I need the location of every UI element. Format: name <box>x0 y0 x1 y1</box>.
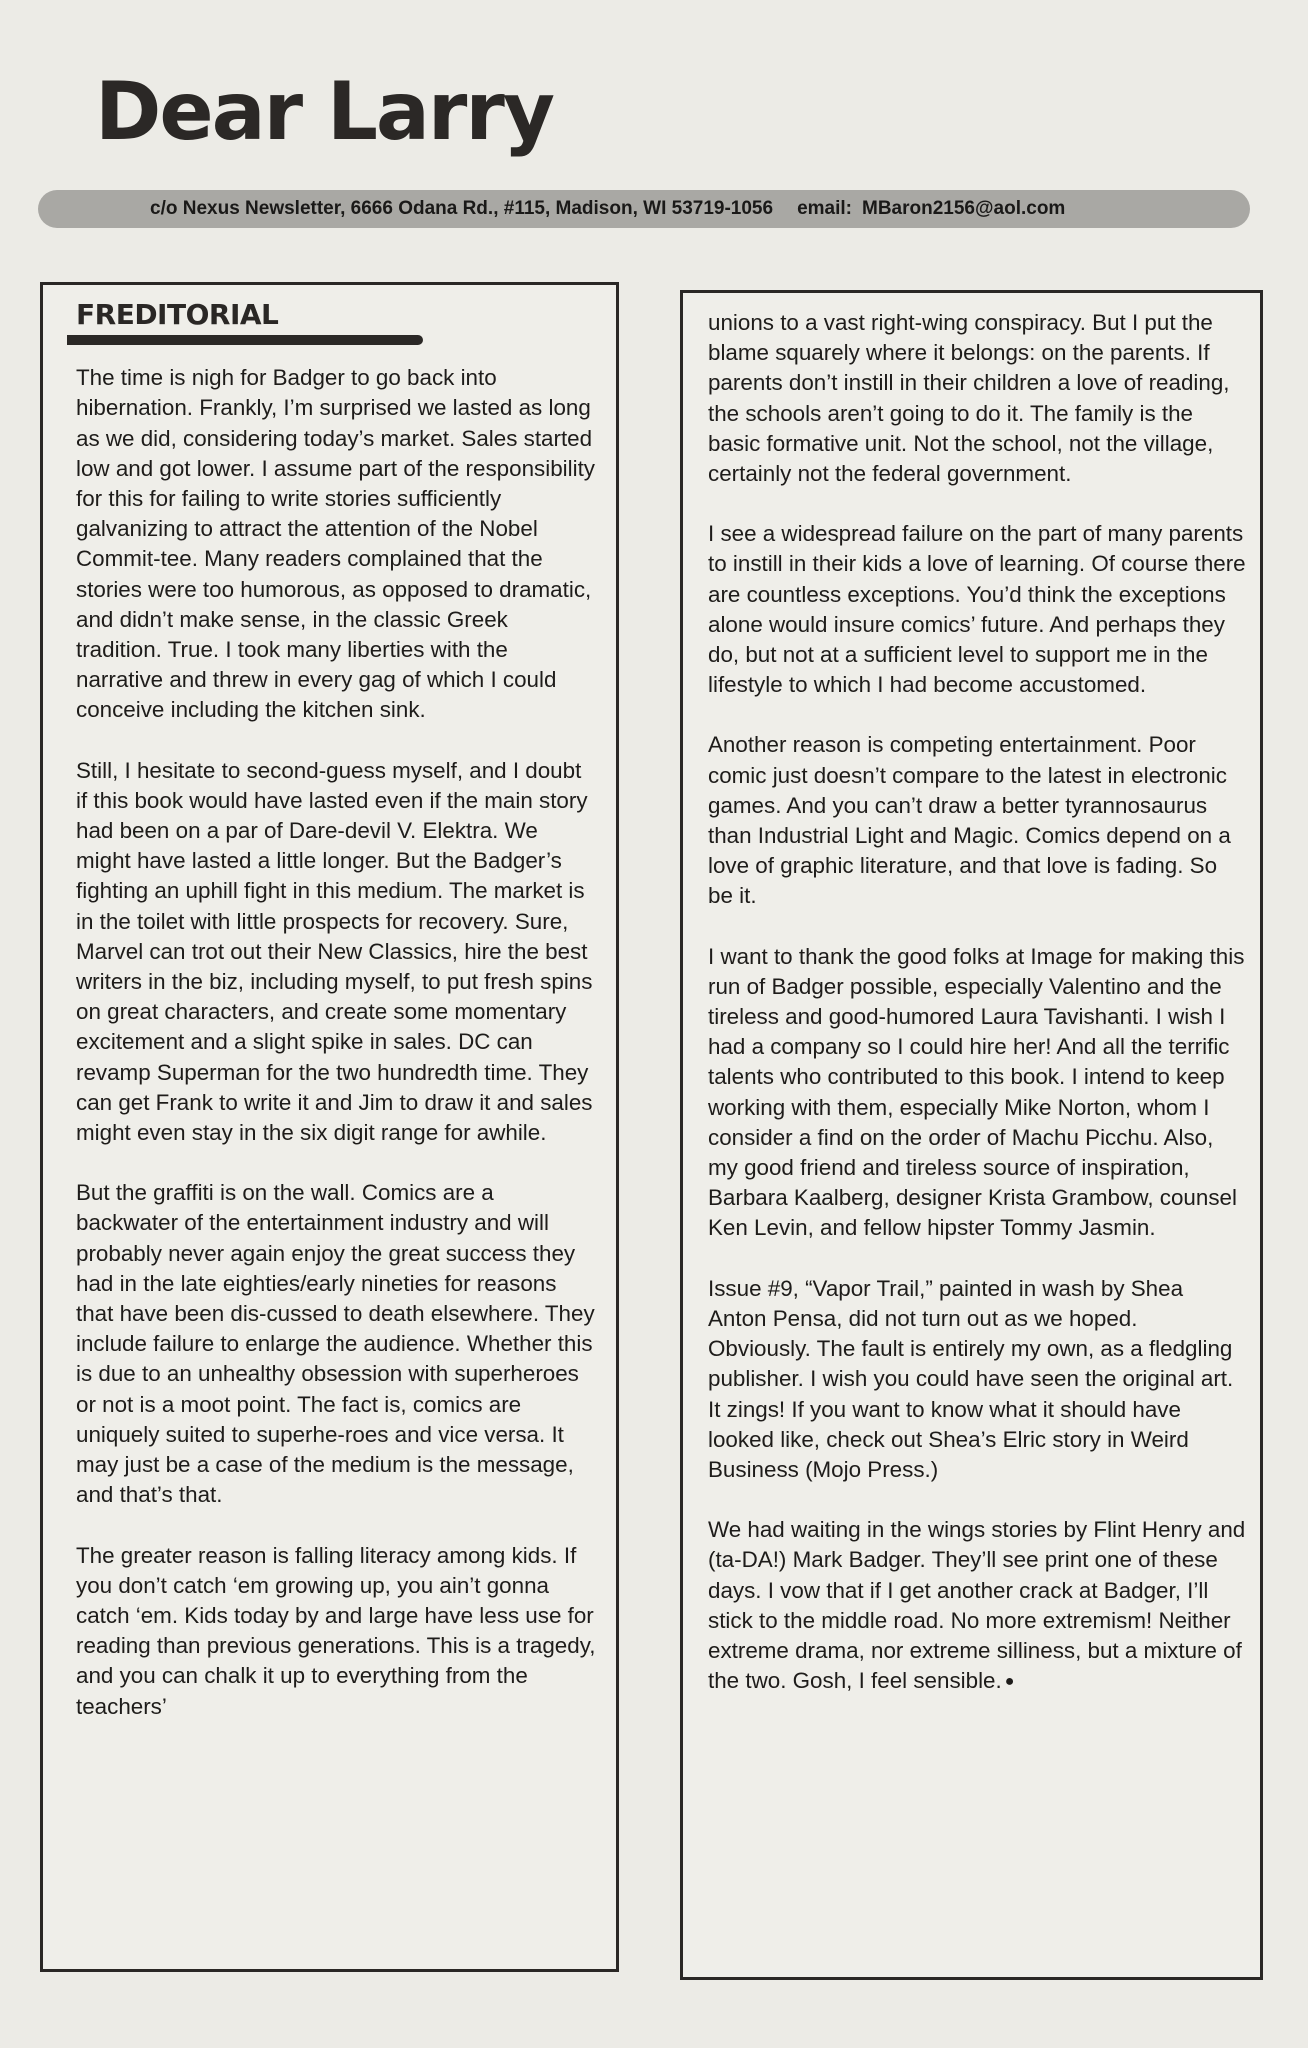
right-column <box>680 290 1263 1980</box>
email-label: email: <box>797 198 852 219</box>
email-address[interactable]: MBaron2156@aol.com <box>862 198 1066 219</box>
page-title: Dear Larry <box>95 65 553 158</box>
paragraph: The greater reason is falling literacy among kids. If you don’t catch ‘em growing up, you ain’t gonna catch ‘em. Kids today by and large have less use for reading than previous generations. This is a tragedy, and you can chalk it up to everything from the teachers’ <box>76 1542 596 1719</box>
paragraph-final <box>708 1515 1246 1697</box>
paragraph: Issue #9, “Vapor Trail,” painted in wash by Shea Anton Pensa, did not turn out as we hoped. Obviously. The fault is entirely my own, as a fledgling publisher. I wish you could have seen the original art. It zings! If you want to know what it should have looked like, check out Shea’s Elric story in Weird Business (Mojo Press.) <box>708 1275 1234 1482</box>
left-column <box>40 282 619 1972</box>
section-heading: FREDITORIAL <box>76 298 279 331</box>
paragraph: Another reason is competing entertainment. Poor comic just doesn’t compare to the latest in electronic games. And you can’t draw a better tyrannosaurus than Industrial Light and Magic. Comics depend on a love of graphic literature, and that love is fading. So be it. <box>708 732 1231 909</box>
address-bar <box>38 190 1250 228</box>
paragraph: But the graffiti is on the wall. Comics are a backwater of the entertainment industry and will probably never again enjoy the great success they had in the late eighties/early nineties for reasons that have been dis-cussed to death elsewhere. They include failure to enlarge the audience. Whether this is due to an unhealthy obsession with superheroes or not is a moot point. The fact is, comics are uniquely suited to superhe-roes and vice versa. It may just be a case of the medium is the message, and that’s that. <box>76 1180 595 1508</box>
paragraph: unions to a vast right-wing conspiracy. But I put the blame squarely where it belongs: on the parents. If parents don’t instill in their children a love of reading, the schools aren’t going to do it. The family is the basic formative unit. Not the school, not the village, certainly not the federal government. <box>708 310 1230 487</box>
heading-underline <box>67 335 423 345</box>
left-column-body <box>43 345 616 1722</box>
paragraph: I want to thank the good folks at Image for making this run of Badger possible, especially Valentino and the tireless and good-humored Laura Tavishanti. I wish I had a company so I could hire her! And all the terrific talents who contributed to this book. I intend to keep working with them, especially Mike Norton, whom I consider a find on the order of Machu Picchu. Also, my good friend and tireless source of inspiration, Barbara Kaalberg, designer Krista Grambow, counsel Ken Levin, and fellow hipster Tommy Jasmin. <box>708 943 1245 1241</box>
paragraph: Still, I hesitate to second-guess myself, and I doubt if this book would have lasted even if the main story had been on a par of Dare-devil V. Elektra. We might have lasted a little longer. But the Badger’s fighting an uphill fight in this medium. The market is in the toilet with little prospects for recovery. Sure, Marvel can trot out their New Classics, hire the best writers in the biz, including myself, to put fresh spins on great characters, and create some momentary excitement and a slight spike in sales. DC can revamp Superman for the two hundredth time. They can get Frank to write it and Jim to draw it and sales might even stay in the six digit range for awhile. <box>76 757 593 1146</box>
final-paragraph-text: We had waiting in the wings stories by Flint Henry and (ta-DA!) Mark Badger. They’ll see print one of these days. I vow that if I get another crack at Badger, I’ll stick to the middle road. No more extremism! Neither extreme drama, nor extreme silliness, but a mixture of the two. Gosh, I feel sensible. <box>708 1517 1246 1694</box>
mailing-address: c/o Nexus Newsletter, 6666 Odana Rd., #115, Madison, WI 53719-1056 <box>150 198 774 219</box>
end-mark-icon: ● <box>1004 1673 1015 1691</box>
paragraph: I see a widespread failure on the part of many parents to instill in their kids a love of learning. Of course there are countless exceptions. You’d think the exceptions alone would insure comics’ future. And perhaps they do, but not at a sufficient level to support me in the lifestyle to which I had become accustomed. <box>708 521 1246 698</box>
paragraph: The time is nigh for Badger to go back into hibernation. Frankly, I’m surprised we lasted as long as we did, considering today’s market. Sales started low and got lower. I assume part of the responsibility for this for failing to write stories sufficiently galvanizing to attract the attention of the Nobel Commit-tee. Many readers complained that the stories were too humorous, as opposed to dramatic, and didn’t make sense, in the classic Greek tradition. True. I took many liberties with the narrative and threw in every gag of which I could conceive including the kitchen sink. <box>76 365 595 723</box>
right-column-body <box>683 293 1260 1697</box>
